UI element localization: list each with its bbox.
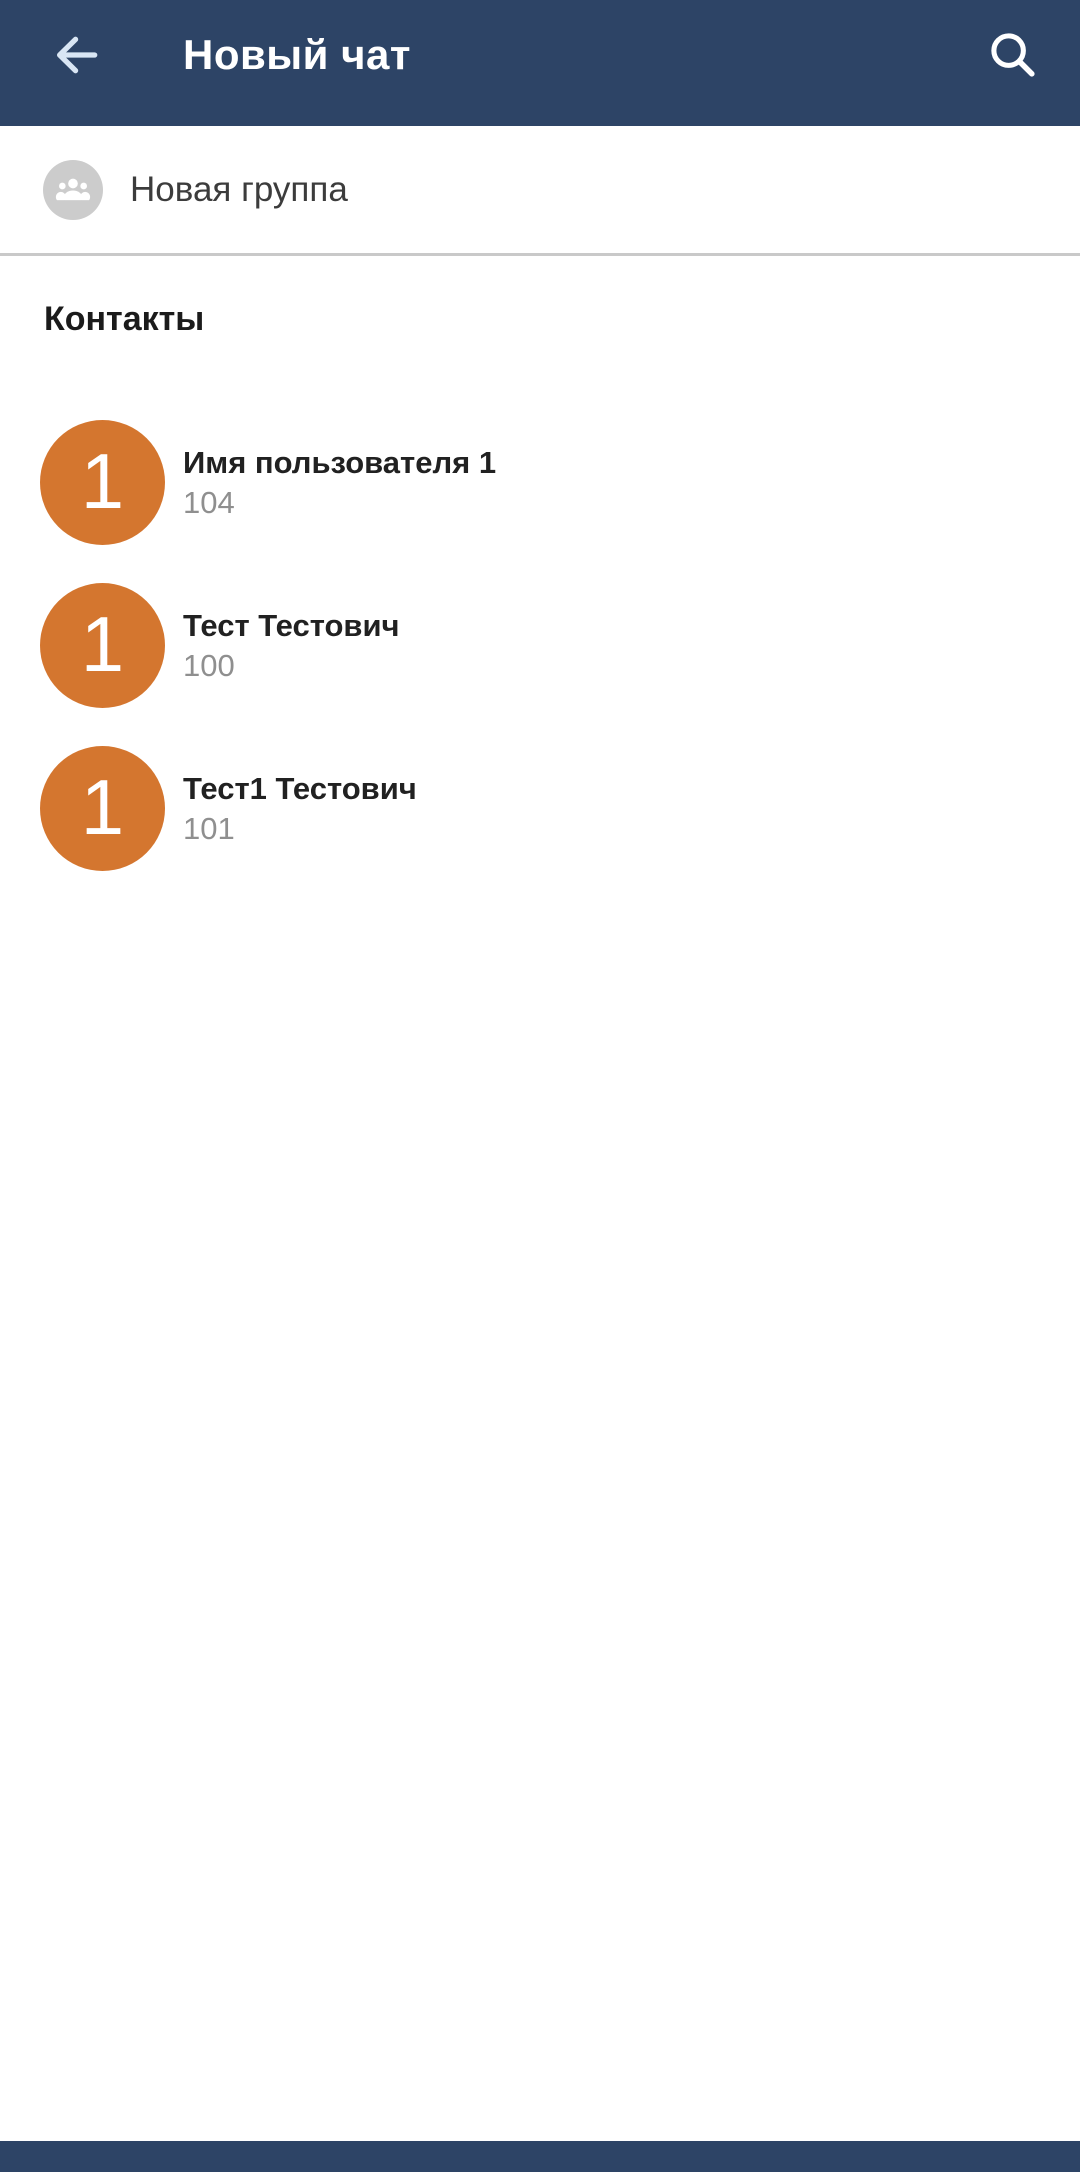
contact-avatar [40,583,165,708]
contact-name: Тест Тестович [183,607,400,643]
new-group-label: Новая группа [130,169,348,209]
search-button[interactable] [982,24,1042,84]
contact-id: 104 [183,484,235,520]
back-button[interactable] [46,25,106,85]
contact-list [0,401,1080,890]
page-title: Новый чат [183,31,411,78]
contacts-section-title: Контакты [44,300,205,338]
contact-avatar-digit: 1 [80,436,125,525]
arrow-left-icon [48,27,104,83]
contact-name: Тест1 Тестович [183,770,417,806]
bottom-nav-bar [0,2141,1080,2172]
contact-list-item[interactable] [0,401,1080,564]
contact-id: 101 [183,810,235,846]
group-avatar [43,160,103,220]
contact-text-block [183,443,496,523]
new-group-item[interactable] [0,126,1080,253]
contact-text-block [183,769,417,849]
contact-id: 100 [183,647,235,683]
group-of-people-icon [53,170,93,210]
contact-avatar-digit: 1 [80,599,125,688]
contact-avatar [40,746,165,871]
contact-avatar [40,420,165,545]
search-icon [983,25,1041,83]
contact-text-block [183,606,400,686]
contact-name: Имя пользователя 1 [183,444,497,480]
app-bar [0,0,1080,126]
contact-list-item[interactable] [0,564,1080,727]
contact-avatar-digit: 1 [80,762,125,851]
divider [0,253,1080,256]
contact-list-item[interactable] [0,727,1080,890]
